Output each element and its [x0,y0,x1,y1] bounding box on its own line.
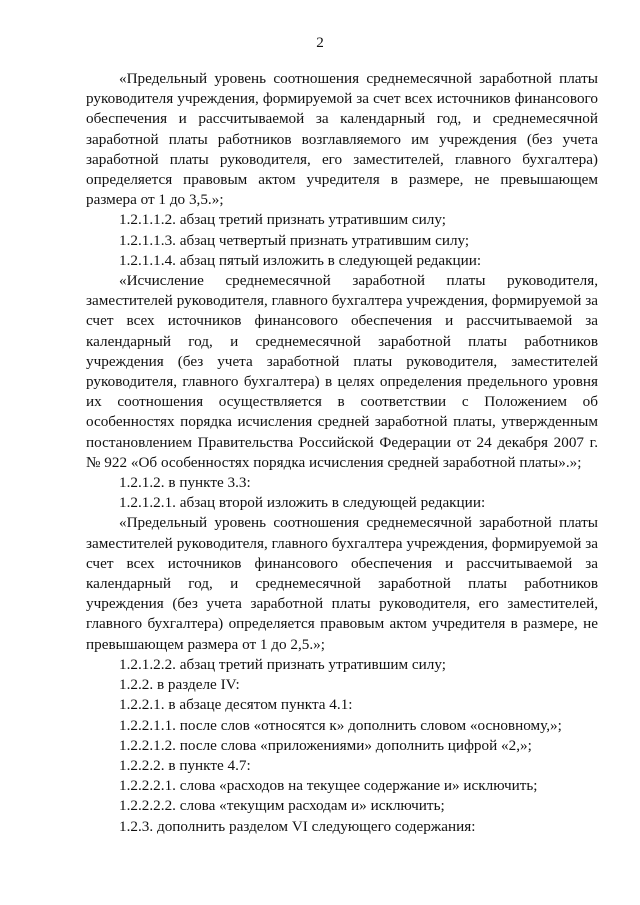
paragraph-ratio-director: «Предельный уровень соотношения среднемесячной заработной платы руководителя учреждения, формируемой за счет всех источников финансового обеспечения и рассчитываемой за календарный год, и среднемесячной заработной платы работников возглавляемого им учреждения (без учета заработной платы руководителя, его заместителей, главного бухгалтера) определяется правовым актом учредителя в размере, не превышающем размера от 1 до 3,5.»; [86,70,598,209]
paragraph-item: 1.2.1.2.2. абзац третий признать утратившим силу; [119,655,446,673]
page-number: 2 [316,34,324,51]
document-body [86,69,598,837]
paragraph-calculation: «Исчисление среднемесячной заработной платы руководителя, заместителей руководителя, главного бухгалтера учреждения, формируемой за счет всех источников финансового обеспечения и рассчитываемой за календарный год, и среднемесячной заработной платы работников учреждения (без учета заработной платы руководителя, заместителей руководителя, главного бухгалтера) в целях определения предельного уровня их соотношения осуществляется в соответствии с Положением об особенностях порядка исчисления средней заработной платы, утвержденным постановлением Правительства Российской Федерации от 24 декабря 2007 г. № 922 «Об особенностях порядка исчисления средней заработной платы».»; [86,272,598,471]
paragraph-item: 1.2.1.1.3. абзац четвертый признать утратившим силу; [119,231,470,249]
paragraph-item: 1.2.2.2.1. слова «расходов на текущее содержание и» исключить; [119,777,538,795]
paragraph-item: 1.2.2.1.1. после слов «относятся к» дополнить словом «основному,»; [119,716,562,734]
paragraph-item: 1.2.1.1.2. абзац третий признать утратившим силу; [119,211,446,229]
paragraph-item: 1.2.1.2. в пункте 3.3: [119,474,251,492]
paragraph-item: 1.2.1.1.4. абзац пятый изложить в следующей редакции: [119,251,482,269]
paragraph-item: 1.2.2. в разделе IV: [119,676,240,694]
paragraph-item: 1.2.2.1.2. после слова «приложениями» дополнить цифрой «2,»; [119,736,532,754]
paragraph-item: 1.2.2.2.2. слова «текущим расходам и» исключить; [119,797,445,815]
paragraph-item: 1.2.1.2.1. абзац второй изложить в следующей редакции: [119,494,486,512]
paragraph-item: 1.2.2.2. в пункте 4.7: [119,756,251,774]
paragraph-ratio-deputies: «Предельный уровень соотношения среднемесячной заработной платы заместителей руководителя, главного бухгалтера учреждения, формируемой за счет всех источников финансового обеспечения и рассчитываемой за календарный год, и среднемесячной заработной платы работников учреждения (без учета заработной платы руководителя, его заместителей, главного бухгалтера) определяется правовым актом учредителя в размере, не превышающем размера от 1 до 2,5.»; [86,514,598,653]
paragraph-item: 1.2.2.1. в абзаце десятом пункта 4.1: [119,696,353,714]
paragraph-item: 1.2.3. дополнить разделом VI следующего содержания: [119,817,476,835]
